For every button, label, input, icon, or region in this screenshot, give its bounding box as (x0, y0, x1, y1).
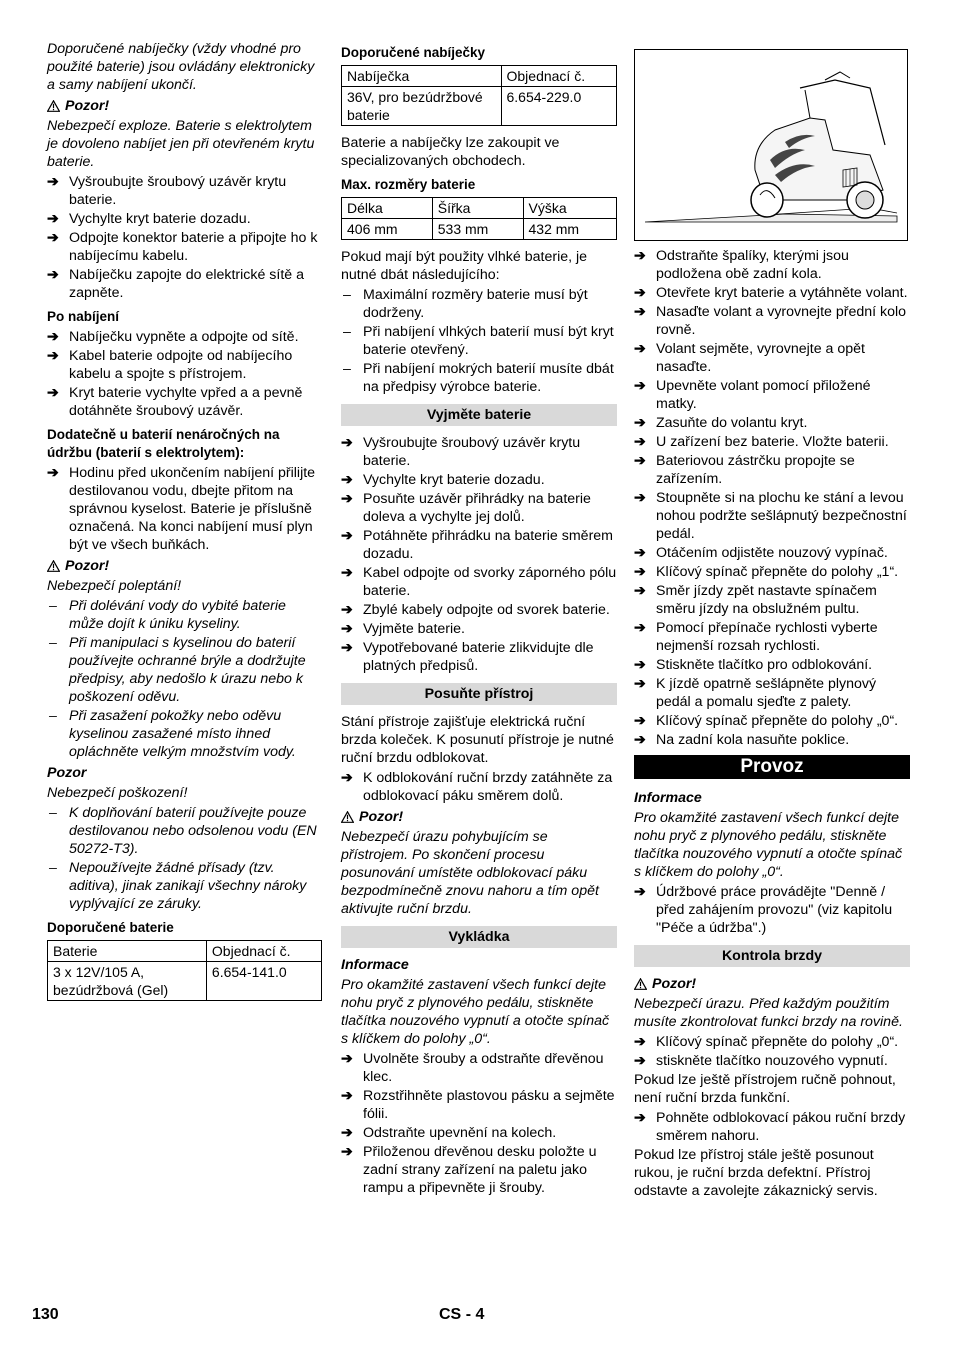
item-text: Posuňte uzávěr přihrádky na baterie doleva a vychylte jej dolů. (363, 491, 591, 525)
step-item (341, 527, 617, 563)
dash-list (47, 804, 322, 913)
table-cell: Objednací č. (206, 941, 321, 962)
info-heading: Informace (634, 790, 702, 806)
column-2 (341, 40, 617, 1198)
step-item (47, 464, 322, 554)
table-header-row (342, 198, 617, 219)
step-item (634, 712, 910, 730)
dash-bullet: – (343, 287, 351, 303)
dimensions-table (341, 197, 617, 240)
info-text: Pro okamžité zastavení všech funkcí dejte nohu pryč z plynového pedálu, stiskněte tlačítka nouzového vypnutí a otočte spínač s klíčkem do polohy „0“. (341, 977, 610, 1047)
arrow-right-icon: ➔ (634, 1110, 646, 1126)
arrow-right-icon: ➔ (634, 884, 646, 900)
info-heading: Informace (341, 957, 409, 973)
arrow-right-icon: ➔ (634, 304, 646, 320)
arrow-right-icon: ➔ (47, 465, 59, 481)
dash-item (47, 859, 322, 913)
machine-illustration (634, 49, 908, 241)
arrow-right-icon: ➔ (634, 732, 646, 748)
table-cell: 432 mm (523, 219, 617, 240)
section-heading: Doporučené baterie (47, 920, 174, 935)
step-item (47, 328, 322, 346)
step-item (341, 639, 617, 675)
item-text: Vyšroubujte šroubový uzávěr krytu baterie. (69, 174, 287, 208)
item-text: Otevřete kryt baterie a vytáhněte volant. (656, 285, 908, 301)
step-item (341, 1087, 617, 1123)
step-item (341, 490, 617, 526)
step-item (634, 377, 910, 413)
step-item (634, 284, 910, 302)
step-item (634, 656, 910, 674)
table-header-row (342, 66, 617, 87)
paragraph: Baterie a nabíječky lze zakoupit ve specializovaných obchodech. (341, 135, 560, 169)
paragraph: Pokud lze ještě přístrojem ručně pohnout, není ruční brzda funkční. (634, 1072, 896, 1106)
step-item (341, 769, 617, 805)
column-1 (47, 40, 322, 1009)
warning-triangle-icon (47, 100, 60, 112)
arrow-right-icon: ➔ (47, 385, 59, 401)
table-row (342, 219, 617, 240)
item-text: Při nabíjení vlhkých baterií musí být kryt baterie otevřený. (363, 324, 614, 358)
arrow-right-icon: ➔ (341, 640, 353, 656)
item-text: Pohněte odblokovací pákou ruční brzdy směrem nahoru. (656, 1110, 906, 1144)
table-cell: 6.654-229.0 (501, 87, 617, 126)
item-text: Klíčový spínač přepněte do polohy „0“. (656, 713, 899, 729)
table-cell: Výška (523, 198, 617, 219)
dash-item (47, 804, 322, 858)
warning-triangle-icon (47, 560, 60, 572)
item-text: Vychylte kryt baterie dozadu. (69, 211, 251, 227)
warning-heading: Pozor! (47, 557, 322, 575)
step-item (341, 620, 617, 638)
item-text: Vyjměte baterie. (363, 621, 465, 637)
table-cell: 36V, pro bezúdržbové baterie (342, 87, 502, 126)
step-item (634, 414, 910, 432)
item-text: Nabíječku zapojte do elektrické sítě a zapněte. (69, 267, 305, 301)
item-text: Vyšroubujte šroubový uzávěr krytu baterie. (363, 435, 581, 469)
step-item (634, 452, 910, 488)
step-item (634, 582, 910, 618)
item-text: Stiskněte tlačítko pro odblokování. (656, 657, 873, 673)
arrow-right-icon: ➔ (634, 564, 646, 580)
dash-item (341, 286, 617, 322)
item-text: Nasaďte volant a vyrovnejte přední kolo rovně. (656, 304, 907, 338)
paragraph: Pokud lze přístroj stále ještě posunout rukou, je ruční brzda defektní. Přístroj odstavte a zavolejte zákaznický servis. (634, 1147, 878, 1199)
step-list (341, 769, 617, 805)
column-3 (634, 49, 910, 1202)
dash-list (47, 597, 322, 761)
dash-bullet: – (49, 598, 57, 614)
info-text: Pro okamžité zastavení všech funkcí dejte nohu pryč z plynového pedálu, stiskněte tlačítka nouzového vypnutí a otočte spínač s klíčkem do polohy „0“. (634, 810, 903, 880)
arrow-right-icon: ➔ (47, 348, 59, 364)
arrow-right-icon: ➔ (341, 491, 353, 507)
dash-bullet: – (343, 361, 351, 377)
item-text: Upevněte volant pomocí přiložené matky. (656, 378, 871, 412)
arrow-right-icon: ➔ (634, 341, 646, 357)
item-text: Kryt baterie vychylte vpřed a a pevně dotáhněte šroubový uzávěr. (69, 385, 303, 419)
arrow-right-icon: ➔ (634, 378, 646, 394)
section-heading: Dodatečně u baterií nenáročných na údržbu (baterií s elektrolytem): (47, 427, 280, 460)
item-text: Údržbové práce provádějte "Denně / před zahájením provozu" (viz kapitolu "Péče a údržba".) (656, 884, 893, 936)
item-text: Pomocí přepínače rychlosti vyberte nejmenší rozsah rychlosti. (656, 620, 878, 654)
item-text: K jízdě opatrně sešlápněte plynový pedál a pomalu sjeďte z palety. (656, 676, 877, 710)
section-heading: Po nabíjení (47, 309, 120, 324)
step-list (341, 1050, 617, 1197)
arrow-right-icon: ➔ (634, 285, 646, 301)
arrow-right-icon: ➔ (47, 230, 59, 246)
section-heading-bar: Vyjměte baterie (341, 404, 617, 426)
dash-bullet: – (49, 860, 57, 876)
table-cell: 3 x 12V/105 A, bezúdržbová (Gel) (48, 962, 207, 1001)
step-list (634, 1033, 910, 1070)
item-text: stiskněte tlačítko nouzového vypnutí. (656, 1053, 888, 1069)
item-text: Kabel baterie odpojte od nabíjecího kabelu a spojte s přístrojem. (69, 348, 293, 382)
arrow-right-icon: ➔ (341, 602, 353, 618)
dash-item (341, 323, 617, 359)
chapter-heading: Provoz (634, 755, 910, 779)
charger-intro: Doporučené nabíječky (vždy vhodné pro použité baterie) jsou ovládány elektronicky a samy nabíjení ukončí. (47, 41, 315, 93)
step-list (634, 247, 910, 749)
step-item (634, 619, 910, 655)
step-list (634, 883, 910, 937)
step-item (634, 675, 910, 711)
arrow-right-icon: ➔ (341, 472, 353, 488)
warning-triangle-icon (634, 978, 647, 990)
step-item (634, 563, 910, 581)
page-footer-label (439, 1306, 484, 1324)
language-code: CS (439, 1306, 462, 1323)
section-heading: Max. rozměry baterie (341, 177, 476, 192)
item-text: Vypotřebované baterie zlikvidujte dle platných předpisů. (363, 640, 594, 674)
table-header-row (48, 941, 322, 962)
dash-item (47, 597, 322, 633)
battery-table (47, 940, 322, 1001)
warning-heading: Pozor (47, 765, 87, 781)
table-row (48, 962, 322, 1001)
table-cell: Délka (342, 198, 433, 219)
item-text: Uvolněte šrouby a odstraňte dřevěnou klec. (363, 1051, 604, 1085)
item-text: Zasuňte do volantu kryt. (656, 415, 808, 431)
step-list (47, 464, 322, 554)
arrow-right-icon: ➔ (634, 490, 646, 506)
arrow-right-icon: ➔ (341, 565, 353, 581)
arrow-right-icon: ➔ (47, 267, 59, 283)
step-list (634, 1109, 910, 1145)
section-heading-bar: Posuňte přístroj (341, 683, 617, 705)
step-item (341, 601, 617, 619)
step-item (634, 1109, 910, 1145)
item-text: K doplňování baterií používejte pouze destilovanou nebo odsolenou vodu (EN 50272-T3). (69, 805, 317, 857)
dash-bullet: – (343, 324, 351, 340)
dash-item (341, 360, 617, 396)
item-text: Kabel odpojte od svorky záporného pólu baterie. (363, 565, 617, 599)
item-text: Vychylte kryt baterie dozadu. (363, 472, 545, 488)
paragraph: Stání přístroje zajišťuje elektrická ruční brzda koleček. K posunutí přístroje je nutné ruční brzdu odblokovat. (341, 714, 614, 766)
warning-text: Nebezpečí poleptání! (47, 578, 182, 594)
arrow-right-icon: ➔ (341, 770, 353, 786)
step-list (341, 434, 617, 675)
step-item (47, 266, 322, 302)
arrow-right-icon: ➔ (341, 1125, 353, 1141)
step-item (341, 434, 617, 470)
table-cell: Objednací č. (501, 66, 617, 87)
item-text: Potáhněte přihrádku na baterie směrem dozadu. (363, 528, 613, 562)
item-text: Zbylé kabely odpojte od svorek baterie. (363, 602, 610, 618)
item-text: Volant sejměte, vyrovnejte a opět nasaďte. (656, 341, 865, 375)
dash-item (47, 707, 322, 761)
dash-bullet: – (49, 805, 57, 821)
step-list (47, 173, 322, 302)
arrow-right-icon: ➔ (634, 657, 646, 673)
item-text: Přiloženou dřevěnou desku položte u zadní strany zařízení na paletu jako rampu a připevněte ji šrouby. (363, 1144, 597, 1196)
dash-bullet: – (49, 708, 57, 724)
item-text: Směr jízdy zpět nastavte spínačem směru jízdy na obslužném pultu. (656, 583, 877, 617)
warning-triangle-icon (341, 811, 354, 823)
arrow-right-icon: ➔ (341, 1144, 353, 1160)
sweeper-on-pallet-image (635, 50, 907, 240)
step-item (47, 173, 322, 209)
step-item (341, 1124, 617, 1142)
warning-heading: Pozor! (634, 975, 910, 993)
item-text: Při dolévání vody do vybité baterie může dojít k úniku kyseliny. (69, 598, 286, 632)
step-item (634, 340, 910, 376)
table-cell: Šířka (432, 198, 523, 219)
section-heading-bar: Kontrola brzdy (634, 945, 910, 967)
item-text: Bateriovou zástrčku propojte se zařízením. (656, 453, 855, 487)
item-text: Při manipulaci s kyselinou do baterií používejte ochranné brýle a dodržujte předpisy, aby nedošlo k úrazu nebo k poškození oděvu. (69, 635, 306, 705)
arrow-right-icon: ➔ (47, 211, 59, 227)
arrow-right-icon: ➔ (634, 453, 646, 469)
arrow-right-icon: ➔ (341, 1088, 353, 1104)
arrow-right-icon: ➔ (634, 434, 646, 450)
arrow-right-icon: ➔ (634, 545, 646, 561)
table-cell: 406 mm (342, 219, 433, 240)
step-item (634, 489, 910, 543)
item-text: Na zadní kola nasuňte poklice. (656, 732, 850, 748)
item-text: Při zasažení pokožky nebo oděvu kyselinou zasažené místo ihned opláchněte velkým množstvím vody. (69, 708, 296, 760)
arrow-right-icon: ➔ (634, 583, 646, 599)
step-item (634, 433, 910, 451)
section-heading: Doporučené nabíječky (341, 45, 486, 60)
item-text: K odblokování ruční brzdy zatáhněte za odblokovací páku směrem dolů. (363, 770, 613, 804)
warning-heading: Pozor! (47, 97, 322, 115)
step-item (634, 1033, 910, 1051)
step-item (341, 564, 617, 600)
step-item (47, 347, 322, 383)
item-text: Při nabíjení mokrých baterií musíte dbát na předpisy výrobce baterie. (363, 361, 614, 395)
arrow-right-icon: ➔ (634, 620, 646, 636)
item-text: Hodinu před ukončením nabíjení přilijte destilovanou vodu, dbejte přitom na správnou kyselost. Baterie je příslušně označená. Na konci nabíjení musí plyn být ve všech buňkách. (69, 465, 316, 553)
dash-list (341, 286, 617, 396)
step-item (634, 544, 910, 562)
charger-table (341, 65, 617, 126)
arrow-right-icon: ➔ (634, 713, 646, 729)
step-item (341, 1143, 617, 1197)
table-cell: Baterie (48, 941, 207, 962)
warning-text: Nebezpečí exploze. Baterie s elektrolytem je dovoleno nabíjet jen při otevřeném krytu baterie. (47, 118, 315, 170)
page-number: 130 (32, 1306, 59, 1323)
step-item (634, 247, 910, 283)
table-row (342, 87, 617, 126)
warning-text: Nebezpečí poškození! (47, 785, 188, 801)
table-cell: 533 mm (432, 219, 523, 240)
step-item (341, 1050, 617, 1086)
item-text: Nepoužívejte žádné přísady (tzv. aditiva), jinak zanikají všechny nároky vyplývající ze záruky. (69, 860, 307, 912)
warning-heading: Pozor! (341, 808, 617, 826)
item-text: Odstraňte špalíky, kterými jsou podložena obě zadní kola. (656, 248, 849, 282)
item-text: U zařízení bez baterie. Vložte baterii. (656, 434, 889, 450)
step-item (47, 210, 322, 228)
arrow-right-icon: ➔ (47, 329, 59, 345)
section-heading-bar: Vykládka (341, 926, 617, 948)
arrow-right-icon: ➔ (47, 174, 59, 190)
arrow-right-icon: ➔ (341, 1051, 353, 1067)
step-item (47, 384, 322, 420)
arrow-right-icon: ➔ (341, 621, 353, 637)
arrow-right-icon: ➔ (634, 1034, 646, 1050)
warning-text: Nebezpečí úrazu pohybujícím se přístrojem. Po skončení procesu posunování umístěte odblokovací páku bezpodmínečně znovu nahoru a tím opět aktivujte ruční brzdu. (341, 829, 599, 917)
item-text: Klíčový spínač přepněte do polohy „0“. (656, 1034, 899, 1050)
paragraph: Pokud mají být použity vlhké baterie, je nutné dbát následujícího: (341, 249, 588, 283)
arrow-right-icon: ➔ (341, 528, 353, 544)
item-text: Odpojte konektor baterie a připojte ho k nabíjecímu kabelu. (69, 230, 318, 264)
dash-bullet: – (49, 635, 57, 651)
table-cell: Nabíječka (342, 66, 502, 87)
dash-item (47, 634, 322, 706)
item-text: Odstraňte upevnění na kolech. (363, 1125, 557, 1141)
item-text: Maximální rozměry baterie musí být dodrženy. (363, 287, 588, 321)
step-item (634, 731, 910, 749)
arrow-right-icon: ➔ (634, 676, 646, 692)
item-text: Otáčením odjistěte nouzový vypínač. (656, 545, 888, 561)
step-list (47, 328, 322, 420)
step-item (634, 883, 910, 937)
step-item (47, 229, 322, 265)
item-text: Stoupněte si na plochu ke stání a levou nohou podržte sešlápnutý bezpečnostní pedál. (656, 490, 907, 542)
warning-text: Nebezpečí úrazu. Před každým použitím musíte zkontrolovat funkci brzdy na rovině. (634, 996, 903, 1030)
item-text: Nabíječku vypněte a odpojte od sítě. (69, 329, 299, 345)
item-text: Klíčový spínač přepněte do polohy „1“. (656, 564, 899, 580)
item-text: Rozstřihněte plastovou pásku a sejměte fólii. (363, 1088, 615, 1122)
table-cell: 6.654-141.0 (206, 962, 321, 1001)
arrow-right-icon: ➔ (634, 248, 646, 264)
arrow-right-icon: ➔ (341, 435, 353, 451)
arrow-right-icon: ➔ (634, 415, 646, 431)
section-page: - 4 (465, 1306, 485, 1323)
step-item (634, 303, 910, 339)
step-item (634, 1052, 910, 1070)
arrow-right-icon: ➔ (634, 1053, 646, 1069)
step-item (341, 471, 617, 489)
